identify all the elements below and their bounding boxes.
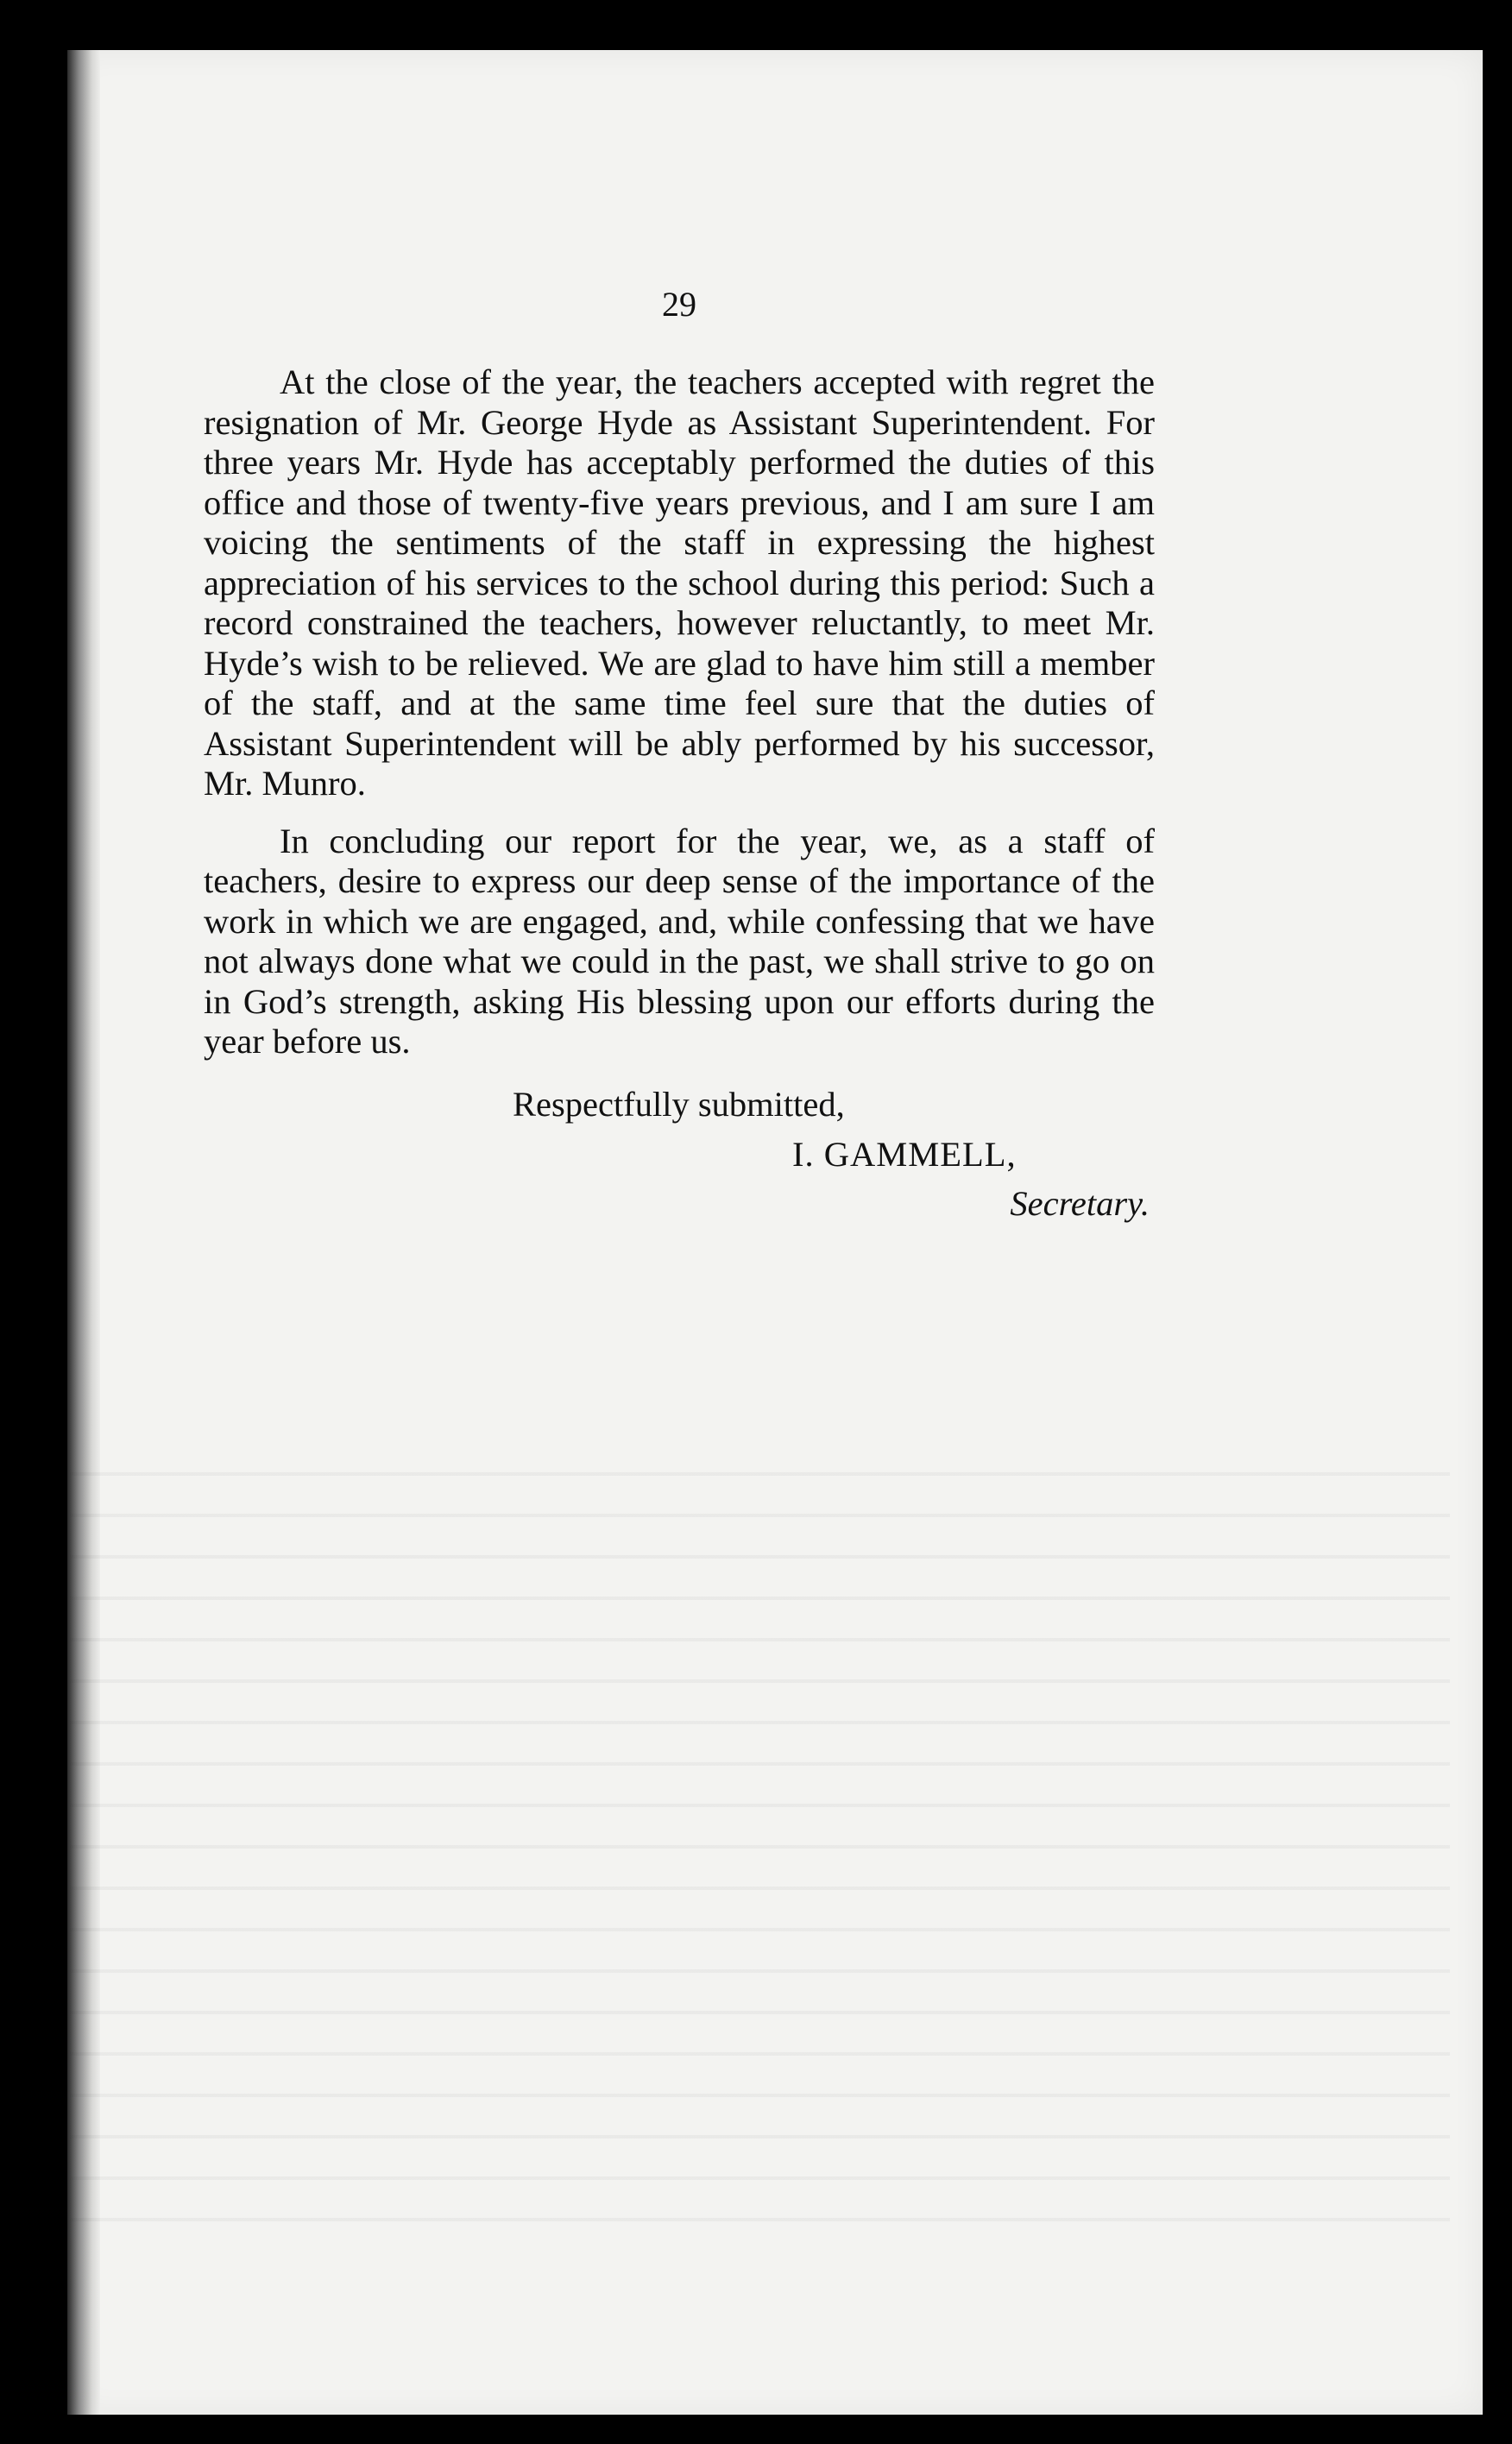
signature-name: I. GAMMELL, [792,1135,1017,1174]
closing-line: Respectfully submitted, [513,1084,845,1124]
report-text [204,362,1155,1224]
show-through-text [69,1450,1450,2227]
page-number: 29 [662,285,696,324]
signature-title: Secretary. [1010,1183,1150,1223]
paragraph-conclusion: In concluding our report for the year, we, as a staff of teachers, desire to express our deep sense of the importance of the work in which we are engaged, and, while confessing that we have not always done what we could in the past, we shall strive to go on in God’s strength, asking His blessing upon our efforts during the year before us. [204,821,1155,1061]
paragraph-resignation: At the close of the year, the teachers accepted with regret the resignation of Mr. George Hyde as Assistant Superintendent. For three years Mr. Hyde has acceptably performed the duties of this office and those of twenty-five years previous, and I am sure I am voicing the sentiments of the staff in expressing the highest appreciation of his services to the school during this period: Such a record constrained the teachers, however reluctantly, to meet Mr. Hyde’s wish to be relieved. We are glad to have him still a member of the staff, and at the same time feel sure that the duties of Assistant Superintendent will be ably performed by his successor, Mr. Munro. [204,362,1155,803]
